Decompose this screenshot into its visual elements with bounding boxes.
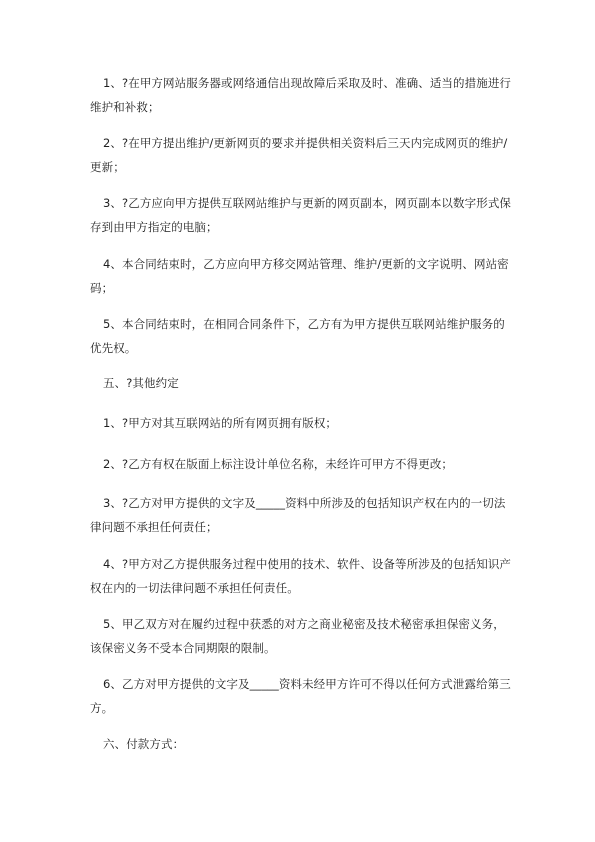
text-line: 维护和补救； [90,100,160,114]
text-line: 4、?甲方对乙方提供服务过程中使用的技术、软件、设备等所涉及的包括知识产 [103,557,512,571]
text-line: 权在内的一切法律问题不承担任何责任。 [90,581,299,595]
heading-line: 五、?其他约定 [103,376,179,390]
text-line: 存到由甲方指定的电脑； [90,220,218,234]
paragraph-other-2 [90,452,510,476]
section-heading-payment [90,732,510,756]
text-line: 更新； [90,160,125,174]
paragraph-other-3 [90,491,510,539]
paragraph-maintenance-3 [90,191,510,239]
paragraph-maintenance-2 [90,131,510,179]
paragraph-maintenance-5 [90,312,510,360]
paragraph-maintenance-4 [90,252,510,300]
text-line: 5、甲乙双方对在履约过程中获悉的对方之商业秘密及技术秘密承担保密义务， [103,617,505,631]
text-line: 2、?在甲方提出维护/更新网页的要求并提供相关资料后三天内完成网页的维护/ [103,136,508,150]
text-line: 码； [90,281,114,295]
paragraph-other-6 [90,672,510,720]
text-line: 4、本合同结束时，乙方应向甲方移交网站管理、维护/更新的文字说明、网站密 [103,257,509,271]
text-line: 方。 [90,701,114,715]
text-line: 5、本合同结束时，在相同合同条件下，乙方有为甲方提供互联网站维护服务的 [103,317,505,331]
paragraph-maintenance-1 [90,71,510,119]
paragraph-other-5 [90,612,510,660]
text-line: 1、?甲方对其互联网站的所有网页拥有版权； [103,416,338,430]
heading-line: 六、付款方式： [103,737,185,751]
paragraph-other-4 [90,552,510,600]
text-line: 2、?乙方有权在版面上标注设计单位名称，未经许可甲方不得更改； [103,457,454,471]
paragraph-other-1 [90,411,510,435]
section-heading-other-terms [90,371,510,395]
text-line: 1、?在甲方网站服务器或网络通信出现故障后采取及时、准确、适当的措施进行 [103,76,512,90]
text-line: 3、?乙方对甲方提供的文字及_____资料中所涉及的包括知识产权在内的一切法 [103,496,506,510]
text-line: 优先权。 [90,341,137,355]
text-line: 6、乙方对甲方提供的文字及_____资料未经甲方许可不得以任何方式泄露给第三 [103,677,511,691]
text-line: 律问题不承担任何责任； [90,520,218,534]
text-line: 3、?乙方应向甲方提供互联网站维护与更新的网页副本，网页副本以数字形式保 [103,196,512,210]
text-line: 该保密义务不受本合同期限的限制。 [90,641,276,655]
